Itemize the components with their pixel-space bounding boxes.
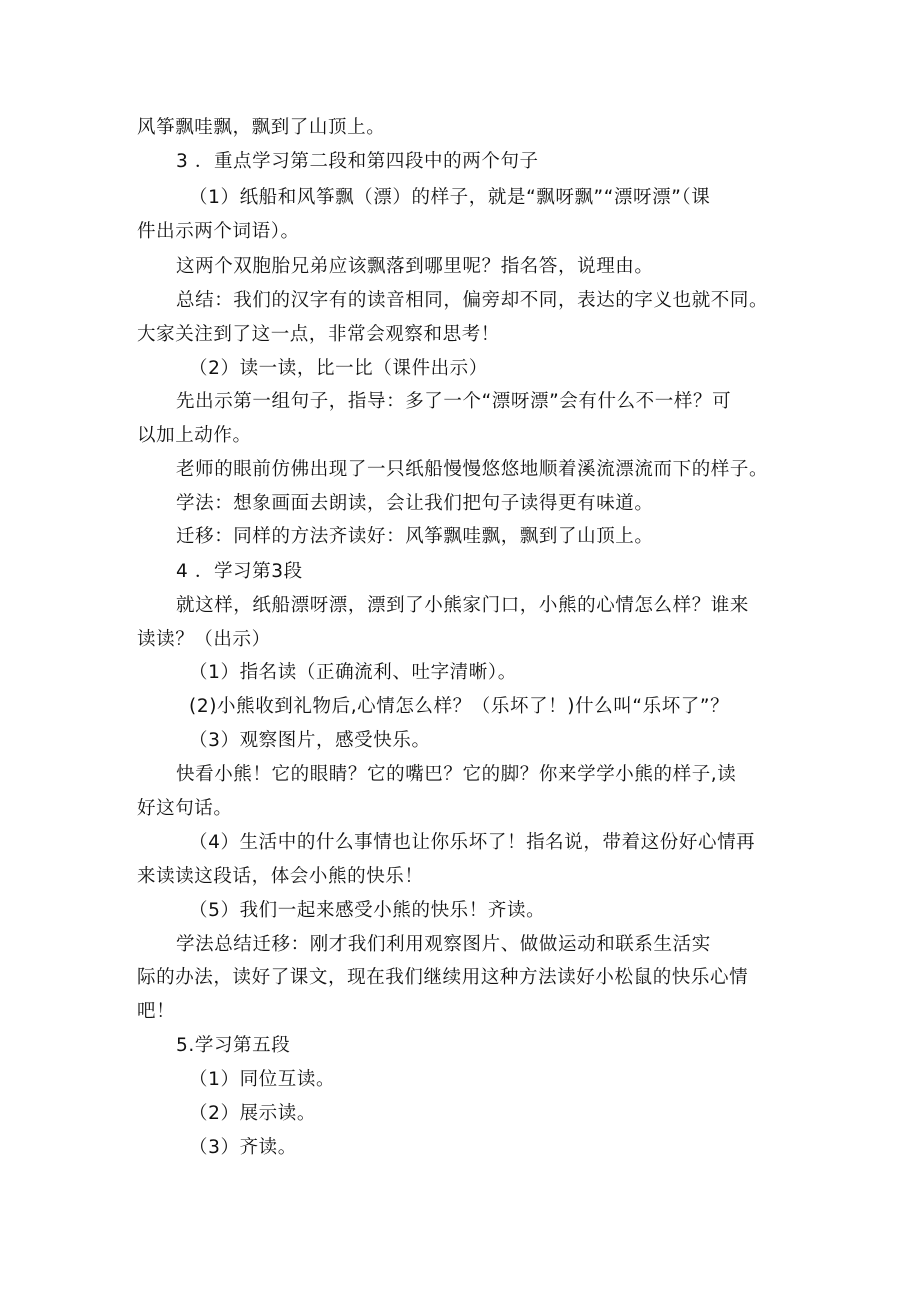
text-line: 快看小熊！它的眼睛？它的嘴巴？它的脚？你来学学小熊的样子,读	[176, 764, 737, 785]
text-line: 学法：想象画面去朗读，会让我们把句子读得更有味道。	[176, 493, 654, 514]
text-line: 来读读这段话，体会小熊的快乐！	[137, 866, 424, 887]
text-line: （3）观察图片，感受快乐。	[189, 730, 431, 751]
text-line: 吧！	[137, 1001, 176, 1022]
text-line: 读读？（出示）	[137, 629, 271, 650]
text-line: （4）生活中的什么事情也让你乐坏了！指名说，带着这份好心情再	[189, 832, 756, 853]
text-line: （1）同位互读。	[189, 1069, 336, 1090]
text-line: （2）展示读。	[189, 1103, 316, 1124]
text-line: （2）读一读，比一比（课件出示）	[189, 358, 488, 379]
section-heading: 5.学习第五段	[176, 1035, 291, 1056]
text-line: 先出示第一组句子，指导：多了一个“漂呀漂”会有什么不一样？可	[176, 391, 732, 412]
text-line: （5）我们一起来感受小熊的快乐！齐读。	[189, 900, 546, 921]
text-line: 以加上动作。	[137, 425, 252, 446]
text-line: 际的办法，读好了课文，现在我们继续用这种方法读好小松鼠的快乐心情	[137, 967, 749, 988]
text-line: 总结：我们的汉字有的读音相同，偏旁却不同，表达的字义也就不同。	[176, 290, 769, 311]
text-line: （3）齐读。	[189, 1137, 297, 1158]
text-line: 老师的眼前仿佛出现了一只纸船慢慢悠悠地顺着溪流漂流而下的样子。	[176, 459, 769, 480]
text-line: 迁移：同样的方法齐读好：风筝飘哇飘，飘到了山顶上。	[176, 526, 654, 547]
text-line: 风筝飘哇飘，飘到了山顶上。	[137, 117, 386, 138]
text-line: 大家关注到了这一点，非常会观察和思考！	[137, 324, 500, 345]
text-line: 件出示两个词语）。	[137, 221, 300, 242]
text-line: 学法总结迁移：刚才我们利用观察图片、做做运动和联系生活实	[176, 934, 711, 955]
text-line: 好这句话。	[137, 798, 233, 819]
section-heading: 4 ．学习第3段	[176, 561, 303, 582]
section-heading: 3 ．重点学习第二段和第四段中的两个句子	[176, 151, 539, 172]
text-line: （1）指名读（正确流利、吐字清晰）。	[189, 662, 517, 683]
text-line: （1）纸船和风筝飘（漂）的样子，就是“飘呀飘”“漂呀漂”（课	[189, 187, 711, 208]
text-line: 这两个双胞胎兄弟应该飘落到哪里呢？指名答，说理由。	[176, 256, 654, 277]
text-line: 就这样，纸船漂呀漂，漂到了小熊家门口，小熊的心情怎么样？谁来	[176, 595, 750, 616]
text-line: (2)小熊收到礼物后,心情怎么样？（乐坏了！)什么叫“乐坏了”？	[189, 696, 730, 717]
